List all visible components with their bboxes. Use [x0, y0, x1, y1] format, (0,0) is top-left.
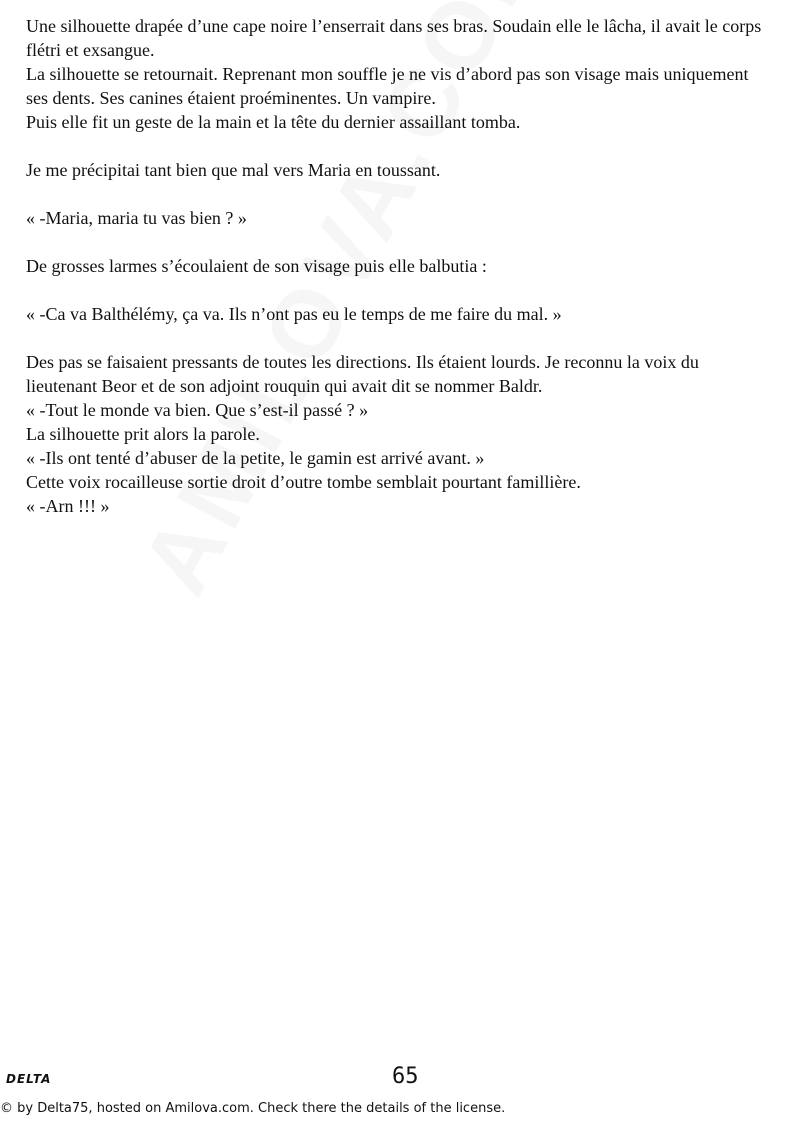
paragraph-gap: [26, 182, 766, 206]
paragraph: Je me précipitai tant bien que mal vers Maria en toussant.: [26, 160, 441, 180]
story-text: [26, 14, 766, 518]
paragraph: Des pas se faisaient pressants de toutes les directions. Ils étaient lourds. Je reconnu la voix du lieutenant Beor et de son adjoint rouquin qui avait dit se nommer Baldr.: [26, 352, 699, 396]
paragraph-gap: [26, 278, 766, 302]
page-number: 65: [392, 1064, 419, 1089]
paragraph: Une silhouette drapée d’une cape noire l’enserrait dans ses bras. Soudain elle le lâcha, il avait le corps flétri et exsangue.: [26, 16, 762, 60]
paragraph-gap: [26, 230, 766, 254]
paragraph: « -Arn !!! »: [26, 496, 110, 516]
paragraph: De grosses larmes s’écoulaient de son visage puis elle balbutia :: [26, 256, 487, 276]
author-logo: DELTA: [6, 1072, 52, 1086]
paragraph: La silhouette prit alors la parole.: [26, 424, 260, 444]
paragraph-gap: [26, 326, 766, 350]
paragraph: Cette voix rocailleuse sortie droit d’outre tombe semblait pourtant famillière.: [26, 472, 581, 492]
copyright-notice: © by Delta75, hosted on Amilova.com. Check there the details of the license.: [0, 1101, 506, 1116]
paragraph: « -Ils ont tenté d’abuser de la petite, le gamin est arrivé avant. »: [26, 448, 485, 468]
paragraph: « -Tout le monde va bien. Que s’est-il passé ? »: [26, 400, 369, 420]
paragraph: « -Ca va Balthélémy, ça va. Ils n’ont pas eu le temps de me faire du mal. »: [26, 304, 562, 324]
paragraph: « -Maria, maria tu vas bien ? »: [26, 208, 247, 228]
paragraph: La silhouette se retournait. Reprenant mon souffle je ne vis d’abord pas son visage mais uniquement ses dents. Ses canines étaient proéminentes. Un vampire.: [26, 64, 749, 108]
paragraph: Puis elle fit un geste de la main et la tête du dernier assaillant tomba.: [26, 112, 521, 132]
paragraph-gap: [26, 134, 766, 158]
